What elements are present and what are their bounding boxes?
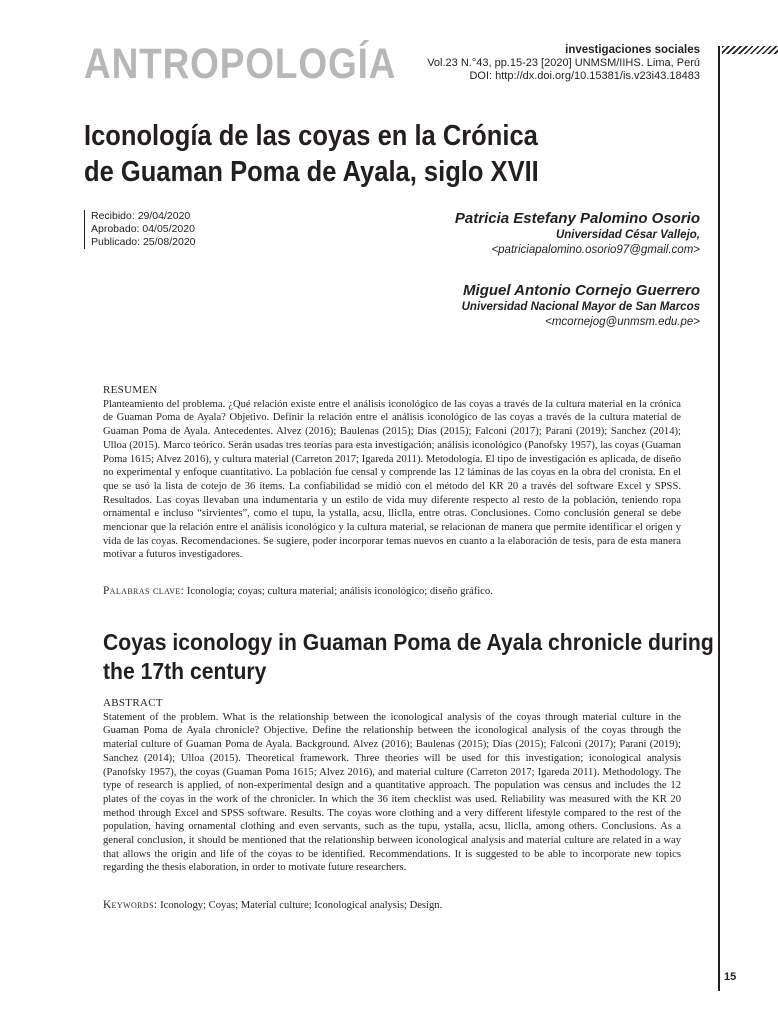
margin-rule [718, 46, 720, 991]
page-number: 15 [724, 971, 737, 983]
author-affiliation: Universidad Nacional Mayor de San Marcos [461, 301, 700, 313]
resumen-heading: RESUMEN [103, 384, 158, 396]
palabras-clave-label: Palabras clave: [103, 585, 185, 597]
author-email[interactable]: <mcornejog@unmsm.edu.pe> [545, 316, 700, 328]
publication-dates [84, 210, 196, 249]
section-label: ANTROPOLOGÍA [84, 40, 397, 88]
palabras-clave [103, 584, 681, 599]
abstract-body: Statement of the problem. What is the relationship between the iconological analysis of the coyas through material culture in the Guaman Poma de Ayala chronicle? Objective. Define the relationship between the iconological analysis of the coyas through the material culture of Guaman Poma de Ayala. Background. Alvez (2016); Baulenas (2015); Días (2015); Falconi (2017); Parani (2019); Sanchez (2014); Ulloa (2015). Theoretical framework. Three theories will be used for this investigation; iconological analysis (Panofsky 1957), the coyas (Guaman Poma 1615; Alvez 2016), and material culture (Carreton 2017; Igareda 2011). Methodology. The type of research is applied, of non-experimental design and a quantitative approach. The population was census and includes the 12 plates of the coyas in the work of the chronicler. In which the 36 item checklist was used. Reliability was measured with the KR 20 method through Excel and SPSS software. Results. The coyas wore clothing and a very different lifestyle compared to the rest of the population, having ornamental clothing and even servants, such as the tupu, ystalla, acsu, lliclla, among others. Conclusions. As a general conclusion, it should be mentioned that the relationship between iconological analysis and material culture are related in a way that allows the origin and life of the coyas to be identified. Recommendations. It is suggested to be able to incorporate new topics regarding the thesis elaboration, in order to motivate future researchers. [103, 711, 681, 874]
resumen-body: Planteamiento del problema. ¿Qué relación existe entre el análisis iconológico de las coyas a través de la cultura material en la crónica de Guaman Poma de Ayala? Objetivo. Definir la relación entre el análisis iconológico de las coyas a través de la cultura material de Guaman Poma de Ayala. Antecedentes. Alvez (2016); Baulenas (2015); Días (2015); Falconi (2017); Parani (2019); Sanchez (2014); Ulloa (2015). Marco teórico. Serán usadas tres teorías para esta investigación; análisis iconológico (Panofsky 1957), las coyas (Guaman Poma 1615; Alvez 2016), y cultura material (Carreton 2017; Igareda 2011). Metodología. El tipo de investigación es aplicada, de diseño no experimental y enfoque cuantitativo. La población fue censal y comprende las 12 láminas de las coyas en la obra del cronista. En el que se usó la lista de cotejo de 36 ítems. La confiabilidad se midió con el método del KR 20 a través del software Excel y SPSS. Resultados. Las coyas llevaban una indumentaria y un estilo de vida muy diferente respecto al resto de la población, teniendo ropa ornamental e incluso “sirvientes”, como el tupu, la ystalla, acsu, lliclla, entre otras. Conclusiones. Como conclusión general se debe mencionar que la relación entre el análisis iconológico y la cultura material, se relacionan de manera que permite identificar el origen y vida de las coyas. Recomendaciones. Se sugiere, poder incorporar temas nuevos en cuanto a la elaboración de tesis, para de esta manera motivar a futuros investigadores. [103, 398, 681, 561]
english-title-line-1: Coyas iconology in Guaman Poma de Ayala chronicle during [103, 629, 714, 655]
author-1 [455, 210, 700, 258]
english-title [103, 628, 714, 686]
article-title-line-2: de Guaman Poma de Ayala, siglo XVII [84, 156, 539, 188]
author-email[interactable]: <patriciapalomino.osorio97@gmail.com> [491, 244, 700, 256]
author-name: Miguel Antonio Cornejo Guerrero [463, 282, 700, 299]
keywords-text: Iconology; Coyas; Material culture; Iconological analysis; Design. [160, 900, 443, 911]
english-title-line-2: the 17th century [103, 658, 267, 684]
approved-date: Aprobado: 04/05/2020 [91, 223, 195, 235]
abstract-heading: ABSTRACT [103, 697, 163, 709]
article-title-line-1: Iconología de las coyas en la Crónica [84, 120, 538, 152]
journal-name: investigaciones sociales [565, 44, 700, 56]
keywords [103, 898, 681, 913]
author-affiliation: Universidad César Vallejo, [555, 229, 700, 241]
author-name: Patricia Estefany Palomino Osorio [454, 210, 700, 227]
resumen-section [103, 384, 681, 562]
received-date: Recibido: 29/04/2020 [91, 210, 191, 222]
published-date: Publicado: 25/08/2020 [91, 236, 196, 248]
volume-info: Vol.23 N.°43, pp.15-23 [2020] UNMSM/IIHS. Lima, Perú [427, 57, 700, 69]
abstract-section [103, 697, 681, 875]
hatch-ornament [722, 46, 778, 54]
journal-header [427, 44, 700, 83]
author-2 [462, 282, 700, 330]
keywords-label: Keywords: [103, 899, 158, 911]
palabras-clave-text: Iconología; coyas; cultura material; análisis iconológico; diseño gráfico. [186, 586, 493, 597]
doi-link[interactable]: DOI: http://dx.doi.org/10.15381/is.v23i43.18483 [469, 70, 700, 82]
article-title [84, 118, 612, 190]
